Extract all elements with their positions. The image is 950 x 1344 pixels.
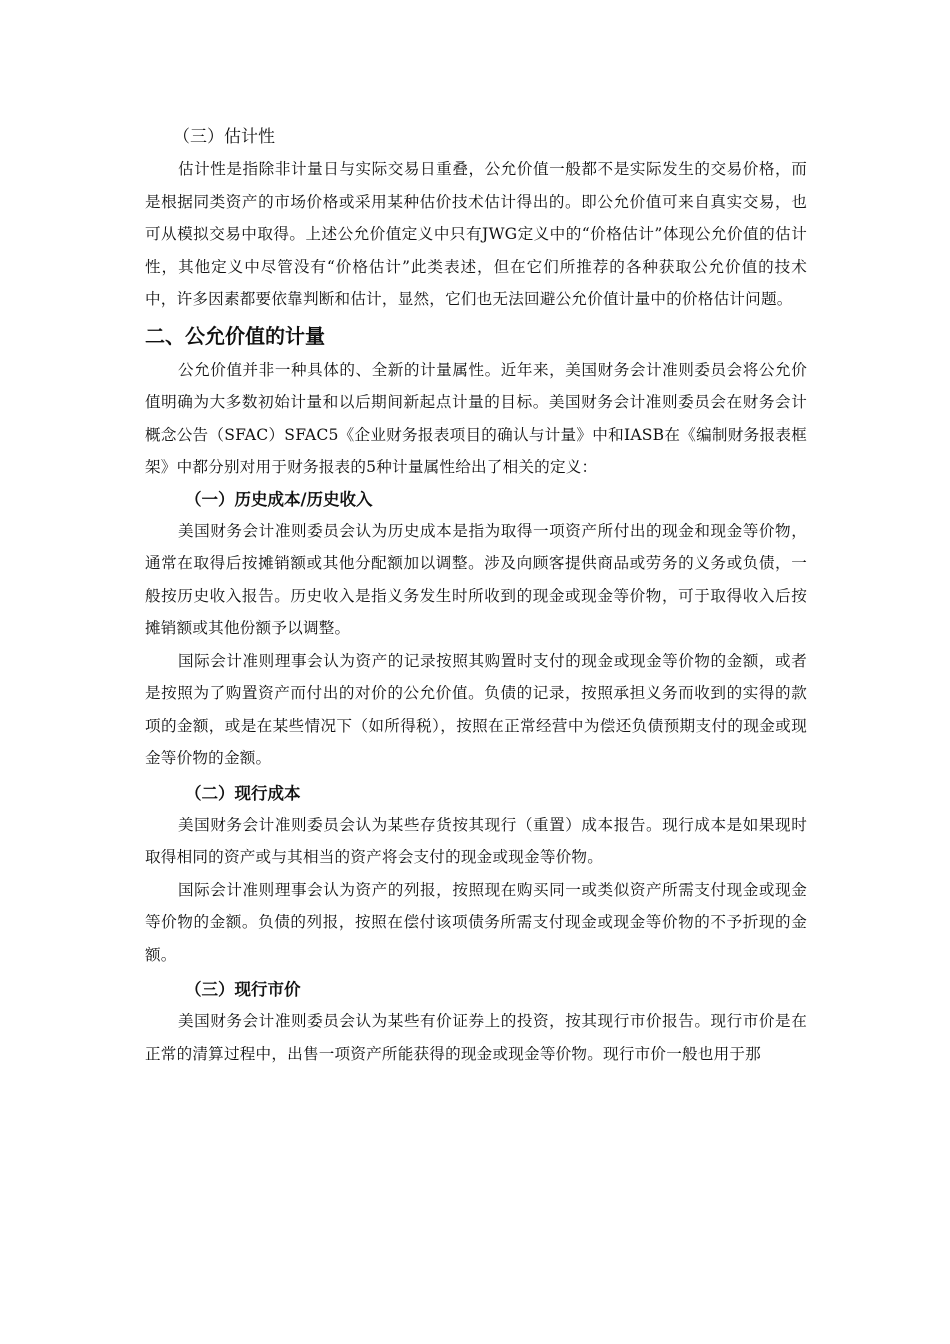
paragraph-fair-value-measurement: 公允价值并非一种具体的、全新的计量属性。近年来，美国财务会计准则委员会将公允价值明确为大多数初始计量和以后期间新起点计量的目标。美国财务会计准则委员会在财务会计概念公告（SFAC）SFAC5《企业财务报表项目的确认与计量》中和IASB在《编制财务报表框架》中都分别对用于财务报表的5种计量属性给出了相关的定义： (145, 360, 807, 476)
document-page (145, 122, 807, 1070)
section-heading-current-cost: （二）现行成本 (185, 783, 301, 803)
paragraph-historical-cost-fasb: 美国财务会计准则委员会认为历史成本是指为取得一项资产所付出的现金和现金等价物，通常在取得后按摊销额或其他分配额加以调整。涉及向顾客提供商品或劳务的义务或负债，一般按历史收入报告。历史收入是指义务发生时所收到的现金或现金等价物，可于取得收入后按摊销额或其他份额予以调整。 (145, 521, 807, 637)
paragraph-current-cost-iasb: 国际会计准则理事会认为资产的列报，按照现在购买同一或类似资产所需支付现金或现金等价物的金额。负债的列报，按照在偿付该项债务所需支付现金或现金等价物的不予折现的金额。 (145, 880, 807, 964)
section-heading-estimation: （三）估计性 (173, 127, 275, 147)
section-heading-fair-value-measurement: 二、公允价值的计量 (145, 323, 325, 348)
section-heading-current-market-value: （三）现行市价 (185, 980, 301, 999)
paragraph-estimation: 估计性是指除非计量日与实际交易日重叠，公允价值一般都不是实际发生的交易价格，而是根据同类资产的市场价格或采用某种估价技术估计得出的。即公允价值可来自真实交易，也可从模拟交易中取得。上述公允价值定义中只有JWG定义中的“价格估计”体现公允价值的估计性，其他定义中尽管没有“价格估计”此类表述，但在它们所推荐的各种获取公允价值的技术中，许多因素都要依靠判断和估计，显然，它们也无法回避公允价值计量中的价格估计问题。 (145, 160, 807, 308)
paragraph-current-cost-fasb: 美国财务会计准则委员会认为某些存货按其现行（重置）成本报告。现行成本是如果现时取得相同的资产或与其相当的资产将会支付的现金或现金等价物。 (145, 815, 807, 866)
paragraph-current-market-value-fasb: 美国财务会计准则委员会认为某些有价证券上的投资，按其现行市价报告。现行市价是在正常的清算过程中，出售一项资产所能获得的现金或现金等价物。现行市价一般也用于那 (145, 1012, 807, 1063)
section-heading-historical-cost: （一）历史成本/历史收入 (185, 489, 373, 509)
paragraph-historical-cost-iasb: 国际会计准则理事会认为资产的记录按照其购置时支付的现金或现金等价物的金额，或者是按照为了购置资产而付出的对价的公允价值。负债的记录，按照承担义务而收到的实得的款项的金额，或是在某些情况下（如所得税），按照在正常经营中为偿还负债预期支付的现金或现金等价物的金额。 (145, 651, 807, 767)
